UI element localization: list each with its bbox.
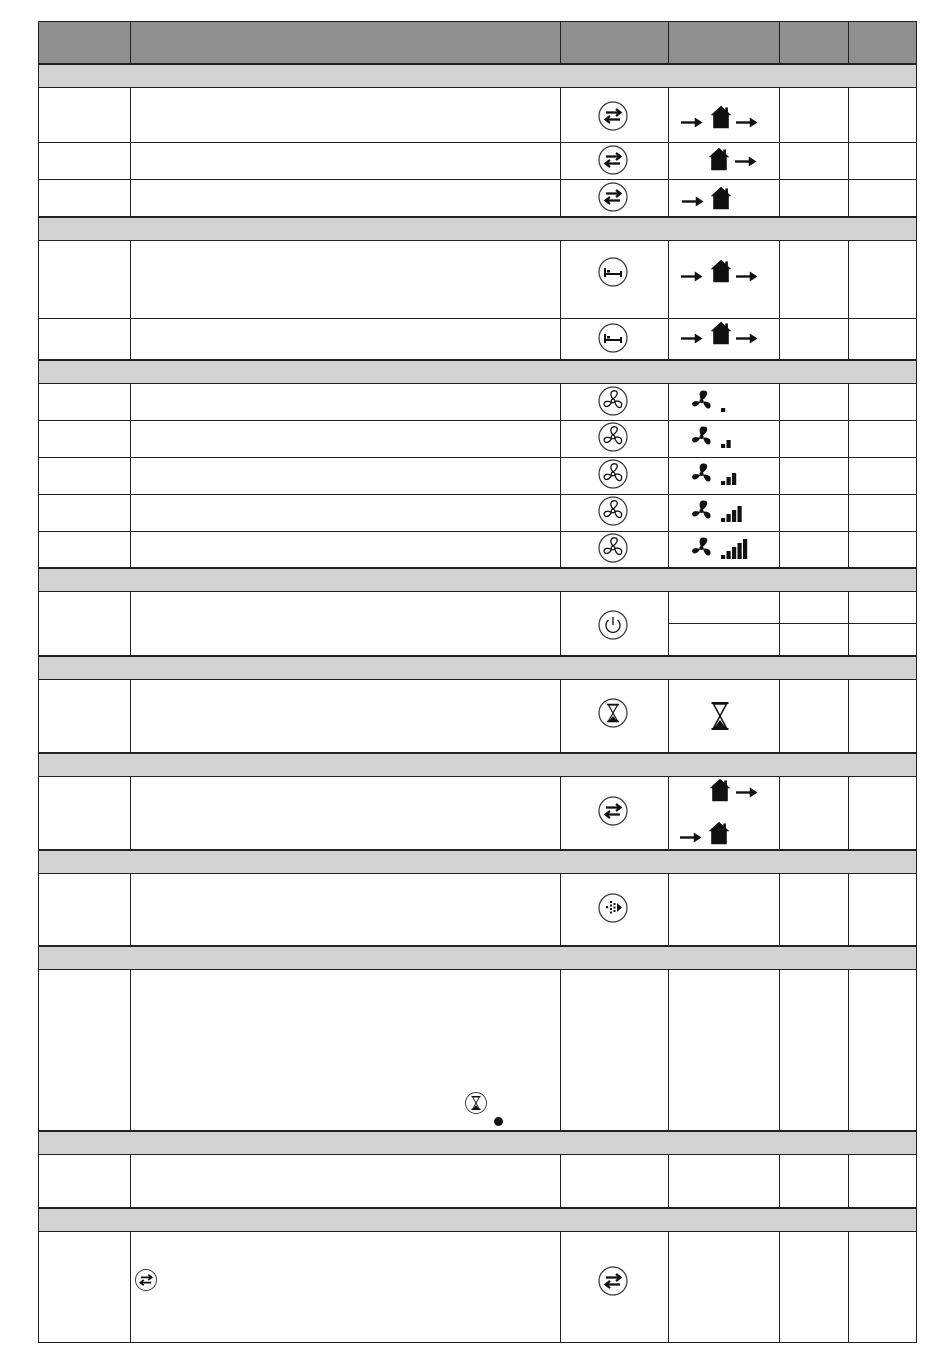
fan-speed-row-3-col-6 [849, 458, 916, 495]
power-row-1-col-1 [39, 592, 131, 656]
section-band-indicator [39, 946, 916, 970]
fan-blades-icon [690, 462, 714, 486]
arrow-in-icon [682, 196, 704, 207]
night-mode-row-2-col-1 [39, 319, 131, 360]
speed-level-bars-2 [719, 426, 751, 450]
alternating-mode-row-1-col-5 [780, 777, 849, 850]
arrow-in-icon [680, 832, 702, 843]
house-extract-icon [706, 146, 732, 172]
table-header-col-4 [669, 22, 780, 64]
blank-section-row-1-col-4 [669, 1155, 780, 1208]
section-band-power [39, 568, 916, 592]
night-mode-row-2-col-5 [780, 319, 849, 360]
arrow-out-icon [736, 787, 758, 798]
ventilation-mode-row-2-col-6 [849, 143, 916, 180]
fan-speed-row-4-col-1 [39, 495, 131, 532]
fan-speed-row-1-col-1 [39, 384, 131, 421]
exchange-arrows-icon[interactable] [597, 1265, 629, 1297]
arrow-in-icon [681, 117, 703, 128]
filter-row-1-col-1 [39, 874, 131, 946]
arrow-out-icon [735, 156, 757, 167]
reset-row-1-col-1 [39, 1232, 131, 1343]
reset-row-1-col-2 [131, 1232, 561, 1343]
timer-row-1-col-6 [849, 680, 916, 753]
fan-blades-icon [690, 425, 714, 449]
filter-row-1-col-5 [780, 874, 849, 946]
timer-row-1-col-2 [131, 680, 561, 753]
arrow-in-icon [681, 333, 703, 344]
power-row-1-col-4 [669, 592, 780, 656]
ventilation-mode-row-2-col-5 [780, 143, 849, 180]
exchange-arrows-icon[interactable] [597, 795, 629, 827]
indicator-row-1-col-2 [131, 970, 561, 1131]
ventilation-mode-row-2-col-1 [39, 143, 131, 180]
arrow-out-icon [736, 333, 758, 344]
ventilation-mode-row-1-col-5 [780, 88, 849, 143]
section-band-blank-section [39, 1131, 916, 1155]
hourglass-inline-icon [464, 1091, 488, 1115]
table-header-col-2 [131, 22, 561, 64]
house-supply-icon [706, 820, 732, 846]
power-row-1-col-6 [849, 592, 916, 656]
fan-icon[interactable] [597, 495, 629, 527]
filter-icon[interactable] [597, 892, 629, 924]
fan-speed-row-1-col-2 [131, 384, 561, 421]
fan-speed-row-5-col-6 [849, 532, 916, 568]
timer-row-1-col-5 [780, 680, 849, 753]
table-header-col-6 [849, 22, 916, 64]
ventilation-mode-row-1-col-1 [39, 88, 131, 143]
fan-speed-row-2-col-5 [780, 421, 849, 458]
fan-speed-row-1-col-6 [849, 384, 916, 421]
blank-section-row-1-col-2 [131, 1155, 561, 1208]
reset-row-1-col-6 [849, 1232, 916, 1343]
arrow-out-icon [736, 117, 758, 128]
fan-speed-row-2-col-6 [849, 421, 916, 458]
power-row-1-col-5 [780, 592, 849, 656]
fan-blades-icon [690, 389, 714, 413]
ventilation-mode-row-1-col-2 [131, 88, 561, 143]
night-mode-row-1-col-5 [780, 241, 849, 319]
night-mode-row-1-col-2 [131, 241, 561, 319]
fan-speed-row-4-col-6 [849, 495, 916, 532]
dot-icon [494, 1117, 503, 1126]
table-header-col-5 [780, 22, 849, 64]
exchange-arrows-inline-icon [134, 1268, 158, 1292]
ventilation-mode-row-3-col-1 [39, 180, 131, 217]
indicator-row-1-col-6 [849, 970, 916, 1131]
fan-speed-row-5-col-2 [131, 532, 561, 568]
timer-row-1-col-1 [39, 680, 131, 753]
bed-icon[interactable] [597, 322, 629, 354]
indicator-row-1-col-1 [39, 970, 131, 1131]
speed-level-bars-3 [719, 463, 751, 487]
power-row-divider-2 [780, 623, 849, 624]
speed-level-bars-5 [719, 537, 751, 561]
hourglass-display-icon [710, 701, 730, 731]
house-flow-through-icon [708, 104, 734, 130]
ventilation-mode-row-1-col-6 [849, 88, 916, 143]
house-extract-icon [707, 777, 733, 803]
fan-icon[interactable] [597, 532, 629, 564]
ventilation-mode-row-2-col-2 [131, 143, 561, 180]
alternating-mode-row-1-col-1 [39, 777, 131, 850]
indicator-row-1-col-4 [669, 970, 780, 1131]
night-mode-row-1-col-1 [39, 241, 131, 319]
night-mode-row-2-col-6 [849, 319, 916, 360]
alternating-mode-row-1-col-2 [131, 777, 561, 850]
fan-speed-row-1-col-5 [780, 384, 849, 421]
table-header-col-1 [39, 22, 131, 64]
reset-row-1-col-5 [780, 1232, 849, 1343]
filter-row-1-col-6 [849, 874, 916, 946]
fan-speed-row-5-col-1 [39, 532, 131, 568]
house-supply-icon [708, 185, 734, 211]
settings-table [38, 21, 917, 1343]
section-band-alternating-mode [39, 753, 916, 777]
fan-speed-row-3-col-2 [131, 458, 561, 495]
fan-icon[interactable] [597, 421, 629, 453]
section-band-fan-speed [39, 360, 916, 384]
fan-speed-row-5-col-5 [780, 532, 849, 568]
fan-icon[interactable] [597, 385, 629, 417]
power-icon[interactable] [597, 609, 629, 641]
ventilation-mode-row-3-col-2 [131, 180, 561, 217]
exchange-arrows-icon[interactable] [597, 144, 629, 176]
hourglass-icon[interactable] [597, 697, 629, 729]
night-mode-row-1-col-6 [849, 241, 916, 319]
ventilation-mode-row-3-col-6 [849, 180, 916, 217]
fan-blades-icon [690, 536, 714, 560]
speed-level-bars-4 [719, 500, 751, 524]
power-row-1-col-2 [131, 592, 561, 656]
reset-row-1-col-4 [669, 1232, 780, 1343]
fan-speed-row-3-col-1 [39, 458, 131, 495]
ventilation-mode-row-3-col-5 [780, 180, 849, 217]
section-band-filter [39, 850, 916, 874]
arrow-out-icon [736, 271, 758, 282]
night-mode-row-2-col-2 [131, 319, 561, 360]
fan-icon[interactable] [597, 458, 629, 490]
indicator-row-1-col-3 [561, 970, 669, 1131]
section-band-reset [39, 1208, 916, 1232]
section-band-timer [39, 656, 916, 680]
fan-speed-row-2-col-1 [39, 421, 131, 458]
fan-blades-icon [690, 499, 714, 523]
power-row-divider-3 [849, 623, 916, 624]
exchange-arrows-icon[interactable] [597, 100, 629, 132]
section-band-night-mode [39, 217, 916, 241]
house-flow-through-icon [708, 258, 734, 284]
speed-level-bars-1 [719, 390, 751, 414]
fan-speed-row-2-col-2 [131, 421, 561, 458]
indicator-row-1-col-5 [780, 970, 849, 1131]
fan-speed-row-4-col-5 [780, 495, 849, 532]
fan-speed-row-3-col-5 [780, 458, 849, 495]
blank-section-row-1-col-3 [561, 1155, 669, 1208]
blank-section-row-1-col-1 [39, 1155, 131, 1208]
filter-row-1-col-4 [669, 874, 780, 946]
fan-speed-row-4-col-2 [131, 495, 561, 532]
table-header-col-3 [561, 22, 669, 64]
exchange-arrows-icon[interactable] [597, 181, 629, 213]
house-flow-through-icon [708, 320, 734, 346]
blank-section-row-1-col-5 [780, 1155, 849, 1208]
power-row-divider-1 [669, 623, 780, 624]
blank-section-row-1-col-6 [849, 1155, 916, 1208]
section-band-ventilation-mode [39, 64, 916, 88]
filter-row-1-col-2 [131, 874, 561, 946]
bed-icon[interactable] [597, 256, 629, 288]
arrow-in-icon [681, 271, 703, 282]
alternating-mode-row-1-col-6 [849, 777, 916, 850]
